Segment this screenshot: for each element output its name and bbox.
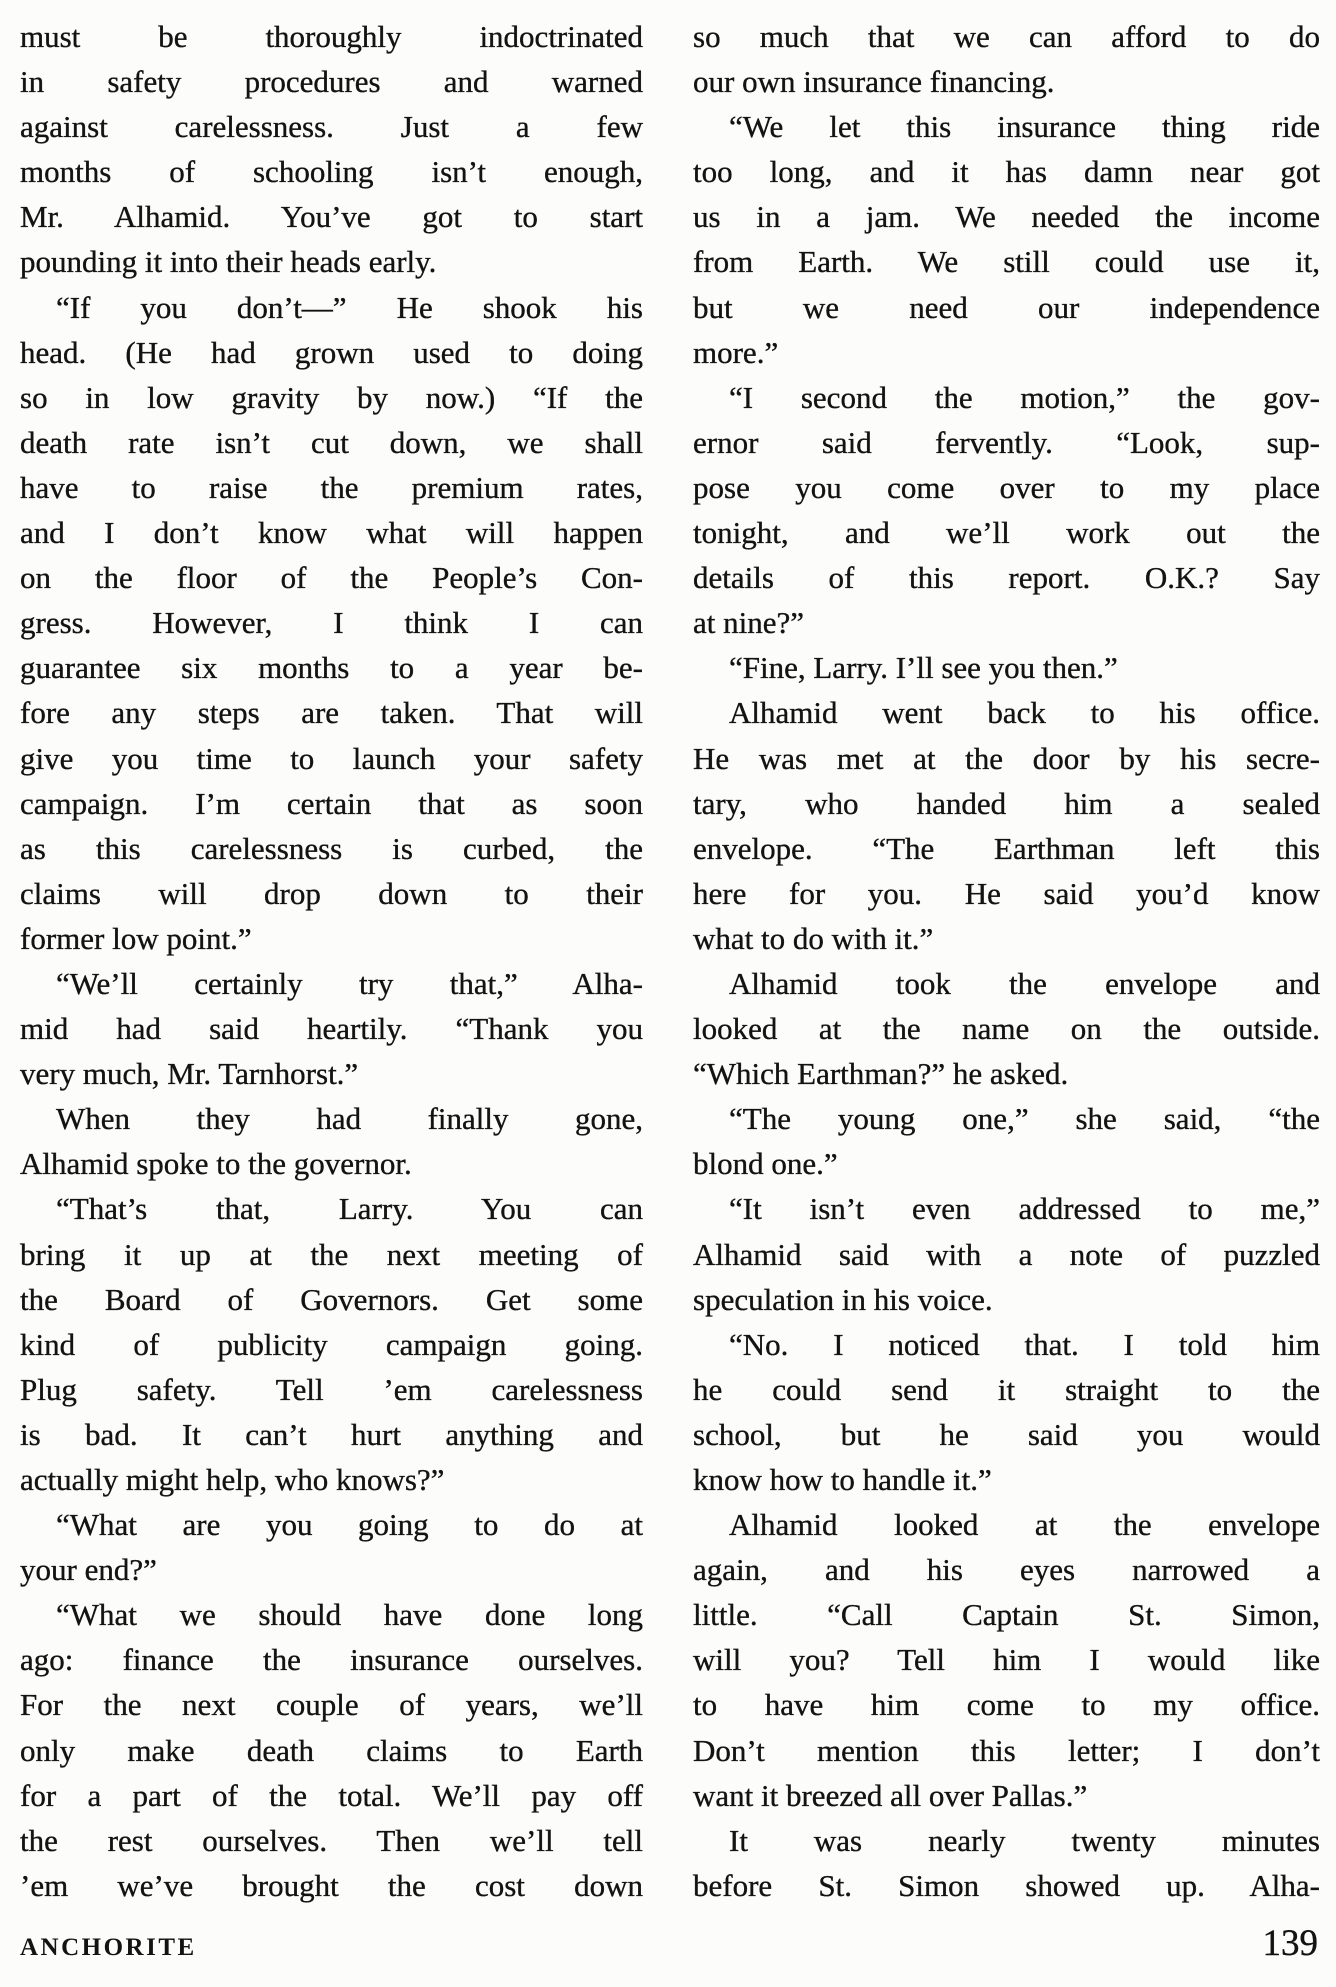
- text-line: ernor said fervently. “Look, sup-: [693, 424, 1320, 460]
- text-line: in safety procedures and warned: [20, 64, 643, 100]
- text-line: ’em we’ve brought the cost down: [20, 1867, 643, 1903]
- paragraph: [693, 1502, 1320, 1818]
- text-line: “The young one,” she said, “the: [729, 1101, 1320, 1137]
- text-line: as this carelessness is curbed, the: [20, 830, 643, 866]
- text-line: Alhamid looked at the envelope: [729, 1507, 1320, 1543]
- text-line: he could send it straight to the: [693, 1371, 1320, 1407]
- text-line: “No. I noticed that. I told him: [729, 1326, 1320, 1362]
- text-line: death rate isn’t cut down, we shall: [20, 424, 643, 460]
- paragraph: [20, 1502, 643, 1592]
- text-line: “I second the motion,” the gov-: [729, 379, 1320, 415]
- text-line: from Earth. We still could use it,: [693, 244, 1320, 280]
- text-line: blond one.”: [693, 1146, 838, 1182]
- paragraph: [20, 14, 643, 285]
- text-columns: [20, 14, 1320, 1908]
- text-line: It was nearly twenty minutes: [729, 1822, 1320, 1858]
- text-line: is bad. It can’t hurt anything and: [20, 1416, 643, 1452]
- running-title: ANCHORITE: [20, 1934, 197, 1961]
- text-line: speculation in his voice.: [693, 1281, 993, 1317]
- paragraph: [693, 14, 1320, 104]
- text-line: so in low gravity by now.) “If the: [20, 379, 643, 415]
- text-line: must be thoroughly indoctrinated: [20, 19, 643, 54]
- text-line: “It isn’t even addressed to me,”: [729, 1191, 1320, 1227]
- text-line: only make death claims to Earth: [20, 1732, 643, 1768]
- text-line: ago: finance the insurance ourselves.: [20, 1642, 643, 1678]
- text-line: will you? Tell him I would like: [693, 1642, 1320, 1678]
- text-line: Mr. Alhamid. You’ve got to start: [20, 199, 643, 235]
- text-line: guarantee six months to a year be-: [20, 650, 643, 686]
- text-line: the rest ourselves. Then we’ll tell: [20, 1822, 643, 1858]
- text-line: little. “Call Captain St. Simon,: [693, 1597, 1320, 1633]
- text-line: When they had finally gone,: [56, 1101, 643, 1137]
- text-line: on the floor of the People’s Con-: [20, 560, 643, 596]
- text-line: here for you. He said you’d know: [693, 875, 1320, 911]
- text-line: have to raise the premium rates,: [20, 469, 643, 505]
- text-line: gress. However, I think I can: [20, 605, 643, 641]
- text-line: Alhamid spoke to the governor.: [20, 1146, 412, 1182]
- paragraph: [20, 1592, 643, 1908]
- text-line: again, and his eyes narrowed a: [693, 1552, 1320, 1588]
- text-line: looked at the name on the outside.: [693, 1011, 1320, 1047]
- text-line: and I don’t know what will happen: [20, 515, 643, 551]
- paragraph: [20, 285, 643, 961]
- text-line: “Fine, Larry. I’ll see you then.”: [729, 650, 1118, 686]
- page-number: 139: [1262, 1923, 1318, 1964]
- text-line: school, but he said you would: [693, 1416, 1320, 1452]
- text-line: against carelessness. Just a few: [20, 109, 643, 145]
- text-line: kind of publicity campaign going.: [20, 1326, 643, 1362]
- text-line: envelope. “The Earthman left this: [693, 830, 1320, 866]
- text-line: “What are you going to do at: [56, 1507, 643, 1543]
- paragraph: [693, 645, 1320, 690]
- text-line: Don’t mention this letter; I don’t: [693, 1732, 1320, 1768]
- text-line: “We let this insurance thing ride: [729, 109, 1320, 145]
- text-line: details of this report. O.K.? Say: [693, 560, 1320, 596]
- text-line: For the next couple of years, we’ll: [20, 1687, 643, 1723]
- text-line: “We’ll certainly try that,” Alha-: [56, 965, 643, 1001]
- text-line: bring it up at the next meeting of: [20, 1236, 643, 1272]
- text-line: want it breezed all over Pallas.”: [693, 1777, 1088, 1813]
- paragraph: [20, 1186, 643, 1502]
- paragraph: [693, 690, 1320, 961]
- page-column-right: [693, 14, 1320, 1908]
- text-line: know how to handle it.”: [693, 1462, 992, 1497]
- text-line: claims will drop down to their: [20, 875, 643, 911]
- text-line: head. (He had grown used to doing: [20, 334, 643, 370]
- text-line: pounding it into their heads early.: [20, 244, 437, 280]
- text-line: “That’s that, Larry. You can: [56, 1191, 643, 1227]
- text-line: us in a jam. We needed the income: [693, 199, 1320, 235]
- text-line: Alhamid said with a note of puzzled: [693, 1236, 1320, 1272]
- text-line: He was met at the door by his secre-: [693, 740, 1320, 776]
- paragraph: [693, 1186, 1320, 1321]
- text-line: but we need our independence: [693, 289, 1320, 325]
- text-line: very much, Mr. Tarnhorst.”: [20, 1056, 359, 1092]
- text-line: Plug safety. Tell ’em carelessness: [20, 1371, 643, 1407]
- text-line: tonight, and we’ll work out the: [693, 515, 1320, 551]
- paragraph: [693, 961, 1320, 1096]
- text-line: “If you don’t—” He shook his: [56, 289, 643, 325]
- text-line: more.”: [693, 334, 779, 370]
- text-line: give you time to launch your safety: [20, 740, 643, 776]
- text-line: tary, who handed him a sealed: [693, 785, 1320, 821]
- text-line: for a part of the total. We’ll pay off: [20, 1777, 643, 1813]
- text-line: fore any steps are taken. That will: [20, 695, 643, 731]
- paragraph: [20, 961, 643, 1096]
- text-line: pose you come over to my place: [693, 469, 1320, 505]
- text-line: so much that we can afford to do: [693, 19, 1320, 54]
- paragraph: [693, 1818, 1320, 1908]
- paragraph: [693, 1096, 1320, 1186]
- text-line: too long, and it has damn near got: [693, 154, 1320, 190]
- text-line: “What we should have done long: [56, 1597, 643, 1633]
- text-line: Alhamid took the envelope and: [729, 965, 1320, 1001]
- text-line: our own insurance financing.: [693, 64, 1055, 100]
- text-line: “Which Earthman?” he asked.: [693, 1056, 1069, 1092]
- paragraph: [693, 104, 1320, 375]
- paragraph: [693, 375, 1320, 646]
- paragraph: [20, 1096, 643, 1186]
- text-line: actually might help, who knows?”: [20, 1462, 445, 1497]
- text-line: to have him come to my office.: [693, 1687, 1320, 1723]
- text-line: mid had said heartily. “Thank you: [20, 1011, 643, 1047]
- text-line: former low point.”: [20, 920, 252, 956]
- text-line: at nine?”: [693, 605, 805, 641]
- text-line: your end?”: [20, 1552, 157, 1588]
- text-line: the Board of Governors. Get some: [20, 1281, 643, 1317]
- text-line: before St. Simon showed up. Alha-: [693, 1867, 1320, 1903]
- text-line: campaign. I’m certain that as soon: [20, 785, 643, 821]
- page-footer: [20, 1922, 1318, 1965]
- text-line: Alhamid went back to his office.: [729, 695, 1320, 731]
- text-line: what to do with it.”: [693, 920, 934, 956]
- page-column-left: [20, 14, 643, 1908]
- paragraph: [693, 1322, 1320, 1502]
- text-line: months of schooling isn’t enough,: [20, 154, 643, 190]
